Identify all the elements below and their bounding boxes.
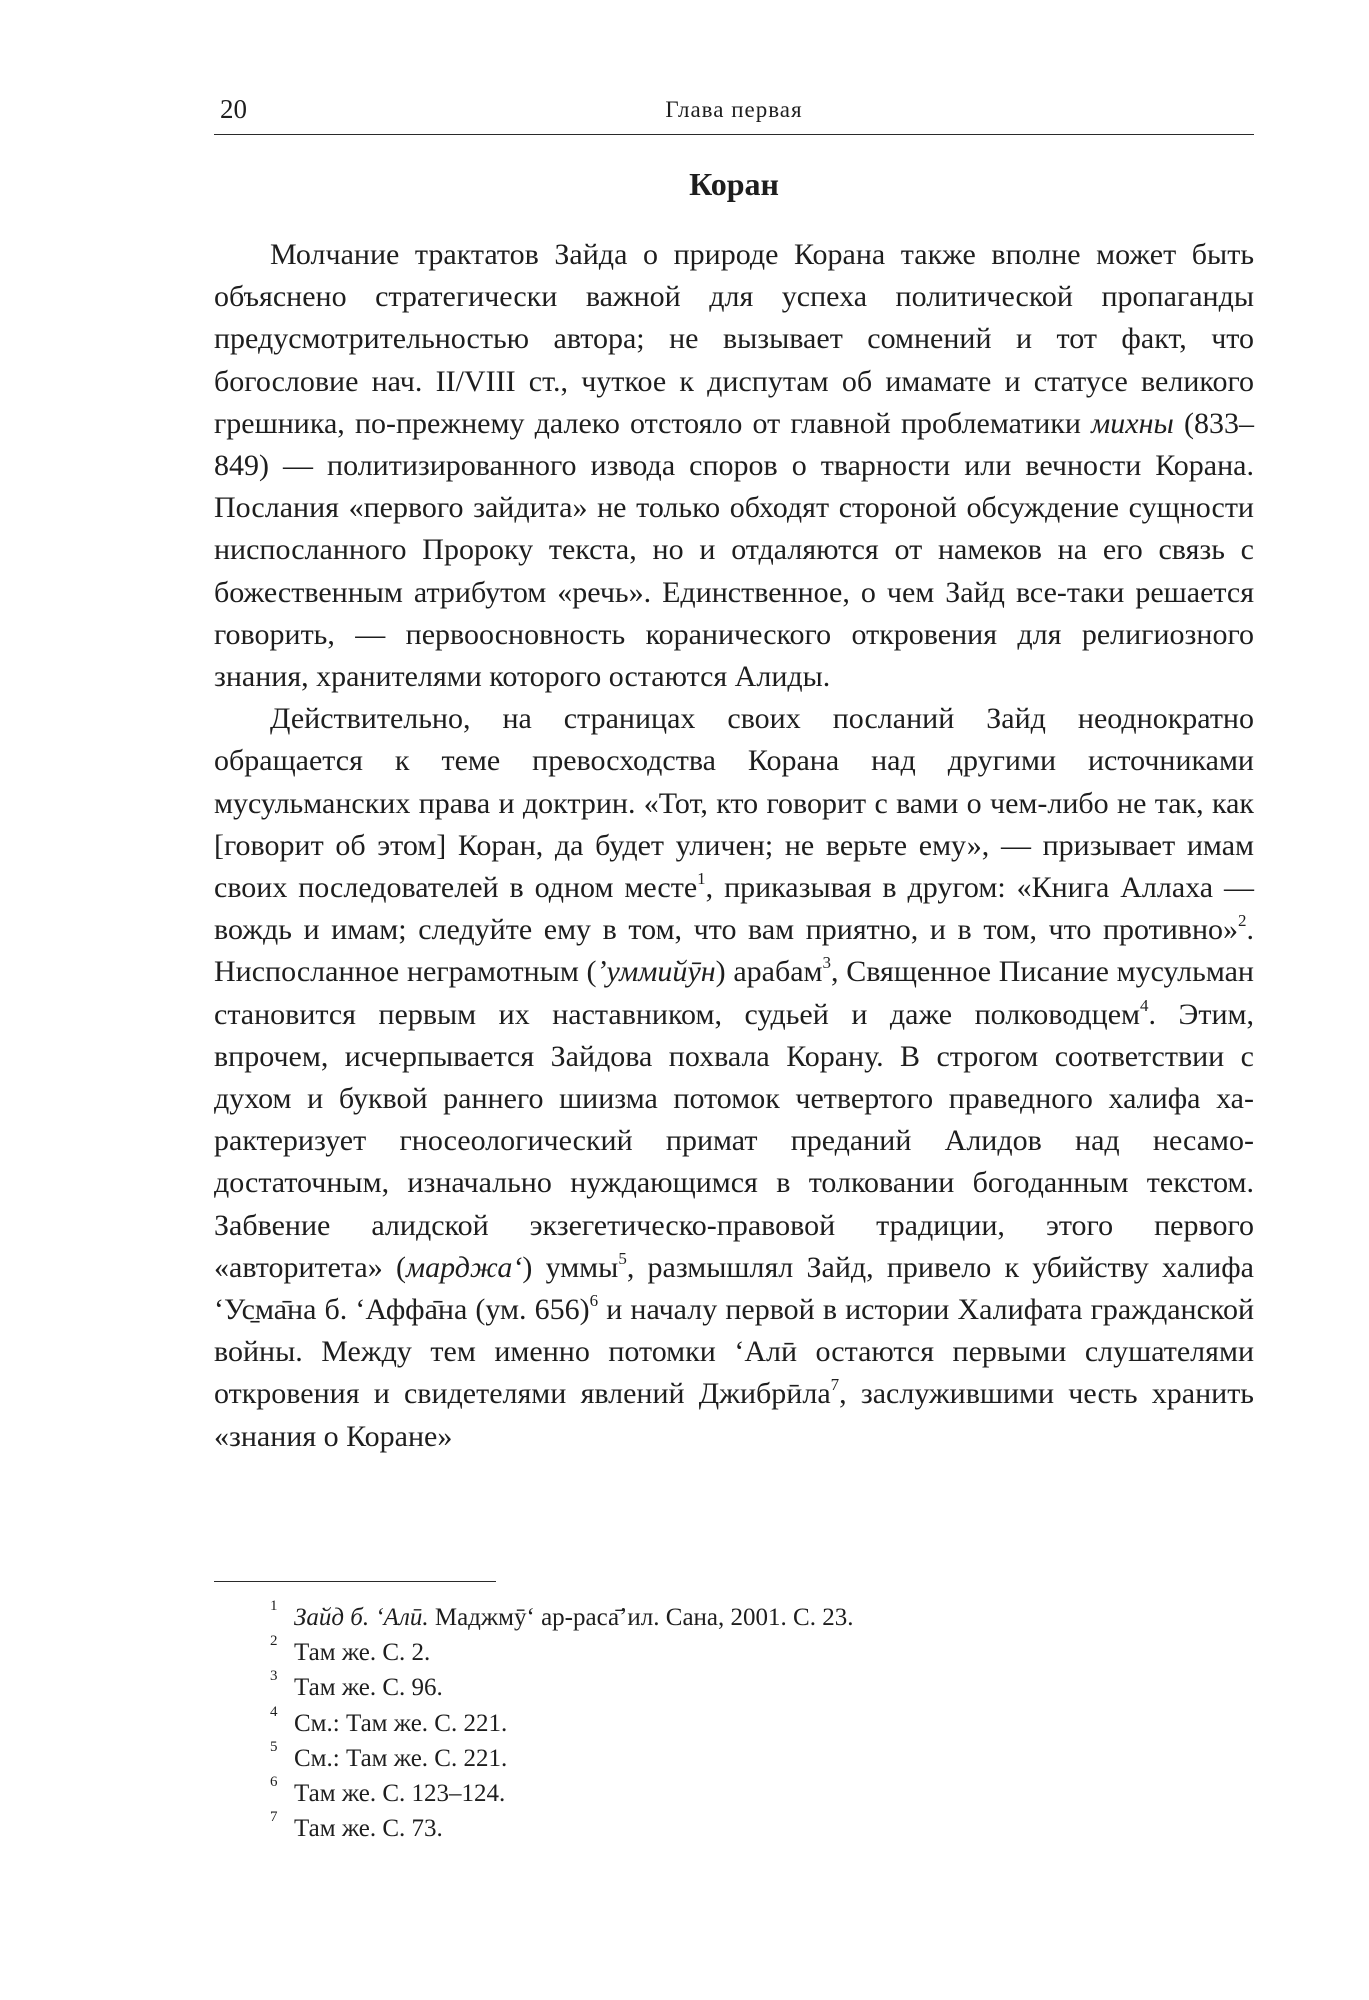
footnotes: [214, 1600, 1254, 1846]
footnote-ref: 5: [618, 1248, 627, 1268]
footnote: [214, 1600, 1254, 1635]
page-number: 20: [220, 94, 247, 124]
footnote-text: Там же. С. 2.: [294, 1639, 431, 1667]
footnote-text: См.: Там же. С. 221.: [294, 1744, 508, 1772]
footnote-rule: [214, 1581, 496, 1582]
footnote: [214, 1703, 1254, 1741]
text-run: . Этим, впрочем, исчерпывается Зайдова похвала Корану. В строгом соответствии с духом и буквой раннего шиизма потомок четвертого праведного халифа характеризует гносеологический примат преданий Алидов над несамодостаточным, изначально нуждающимся в толковании богоданным текстом. Забвение алидской экзегетическо-правовой традиции, этого первого «авторитета» (: [214, 997, 1254, 1284]
footnote-number: 1: [270, 1598, 278, 1614]
footnote-text: Маджмӯʻ ар-раса̄ʼил. Сана, 2001. С. 23.: [428, 1604, 854, 1631]
footnote: [214, 1738, 1254, 1776]
text-run: Действительно, на страницах своих посланий Зайд неоднократно обращается к теме превосходства Корана над другими источниками мусульманских права и доктрин. «Тот, кто говорит с вами о чем-либо не так, как [говорит об этом] Коран, да будет уличен; не верьте ему», — призывает имам своих последователей в одном месте: [214, 702, 1254, 905]
running-head: [214, 92, 1254, 130]
footnote: [214, 1635, 1254, 1670]
paragraph: [214, 698, 1254, 1458]
footnote: [214, 1811, 1254, 1846]
text-run: , Священное Писание мусульман становится первым их наставником, судьей и даже полководцем: [214, 955, 1254, 1031]
running-title: Глава первая: [665, 97, 803, 122]
footnote-ref: 1: [697, 869, 706, 889]
footnote-ref: 6: [589, 1291, 599, 1311]
text-run: , приказывая в другом: «Книга Аллаха — вождь и имам; следуйте ему в том, что вам приятно, и в том, что противно»: [214, 871, 1254, 947]
footnote-number: 2: [270, 1633, 278, 1650]
footnote-number: 3: [270, 1668, 278, 1685]
footnote-ref: 2: [1238, 911, 1247, 931]
text-run: Молчание трактатов Зайда о природе Корана также вполне может быть объяснено стратегически важной для успеха политической пропаганды предусмотрительностью автора; не вызывает сомнений и тот факт, что богословие нач. II/VIII ст., чуткое к диспутам об имамате и статусе великого грешника, по-прежнему далеко отстояло от главной проблематики: [214, 238, 1254, 440]
footnote-ref: 3: [822, 953, 832, 973]
footnote-number: 5: [270, 1738, 278, 1755]
text-run: . Ниспосланное неграмотным (: [214, 913, 1254, 989]
paragraph: [214, 234, 1254, 698]
italic-term: михны: [1091, 406, 1174, 440]
text-run: и началу первой в истории Халифата гражданской войны. Между тем именно потомки ʻАлӣ остаются первыми слушателями откровения и свидетелями явлений Джибрӣла: [214, 1293, 1254, 1411]
text-run: ) уммы: [522, 1250, 619, 1284]
footnote-ref: 7: [830, 1375, 840, 1395]
text-run: ) арабам: [715, 955, 823, 989]
text-run: , размышлял Зайд, привело к убийству халифа ʻУс̱ма̄на б. ʻАффа̄на (ум. 656): [214, 1250, 1254, 1327]
footnote-ref: 4: [1140, 995, 1149, 1015]
italic-term: ʼуммийӯн: [596, 955, 716, 989]
footnote-number: 7: [270, 1809, 278, 1826]
footnote-text: См.: Там же. С. 221.: [294, 1709, 508, 1737]
footnote-number: 6: [270, 1774, 278, 1791]
footnote-text: Там же. С. 123–124.: [294, 1780, 506, 1808]
footnote-number: 4: [270, 1703, 278, 1720]
header-rule: [214, 134, 1254, 135]
text-run: , заслужившими честь хранить «знания о Коране»: [214, 1377, 1254, 1453]
italic-term: марджаʻ: [405, 1250, 523, 1284]
text-run: (833–849) — политизированного извода споров о тварности или вечности Корана. Послания «первого зайдита» не только обходят стороной обсуждение сущности ниспосланного Пророку текста, но и отдаляются от намеков на его связь с божественным атрибутом «речь». Единственное, о чем Зайд все-таки решается говорить, — первоосновность коранического откровения для религиозного знания, хранителями которого остаются Алиды.: [214, 406, 1254, 694]
footnote-text: Там же. С. 96.: [294, 1674, 443, 1702]
footnote: [214, 1670, 1254, 1705]
body-text: [214, 234, 1254, 1458]
footnote-text: Там же. С. 73.: [294, 1815, 443, 1843]
section-title: Коран: [689, 166, 779, 202]
footnote: [214, 1776, 1254, 1811]
footnote-author: Зайд б. ʻАлӣ.: [294, 1604, 429, 1631]
